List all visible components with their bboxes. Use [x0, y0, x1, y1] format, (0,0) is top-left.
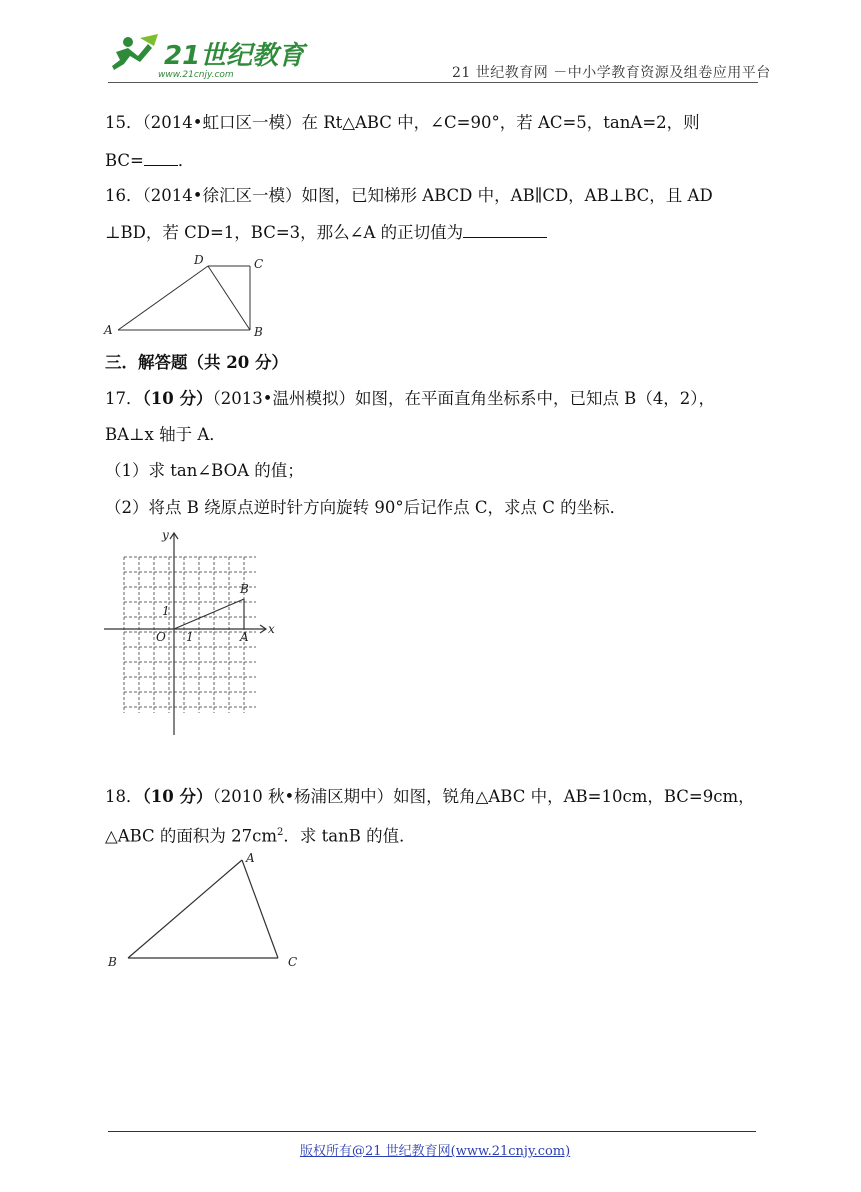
- q18-triangle-figure: [100, 848, 310, 973]
- q18-superscript: 2: [277, 827, 284, 838]
- q17-label-one-x: 1: [186, 630, 194, 644]
- q15-answer-blank: [144, 149, 178, 166]
- logo-url-text: www.21cnjy.com: [158, 70, 234, 80]
- q17-line1-rest: （2013•温州模拟）如图，在平面直角坐标系中，已知点 B（4，2），: [212, 389, 716, 408]
- q16-label-d: D: [194, 253, 204, 267]
- q17-label-x: x: [268, 622, 275, 636]
- q15-line2-prefix: BC=: [105, 151, 144, 170]
- footer-divider: [108, 1131, 756, 1132]
- q18-score: （10 分）: [142, 787, 213, 806]
- q16-label-b: B: [254, 325, 263, 339]
- q18-label-a: A: [246, 851, 255, 865]
- q18-number: 18．: [105, 787, 143, 806]
- q16-label-a: A: [104, 323, 113, 337]
- q17-label-a: A: [240, 630, 249, 644]
- q17-label-one-y: 1: [162, 604, 170, 618]
- q15-line2-suffix: ．: [177, 151, 195, 170]
- q17-label-y: y: [162, 528, 169, 542]
- q16-line1: 16．（2014•徐汇区一模）如图，已知梯形 ABCD 中，AB∥CD，AB⊥BC，且 AD: [105, 186, 713, 205]
- q16-answer-blank: [463, 221, 547, 238]
- q16-line2-text: ⊥BD，若 CD=1，BC=3，那么∠A 的正切值为: [105, 223, 464, 242]
- q15-line2: [105, 149, 194, 172]
- header-divider: [108, 82, 758, 83]
- q18-line1-rest: （2010 秋•杨浦区期中）如图，锐角△ABC 中，AB=10cm，BC=9cm，: [212, 787, 755, 806]
- logo-runner-icon: [106, 30, 305, 80]
- q18-label-c: C: [288, 955, 298, 969]
- q17-label-o: O: [156, 630, 166, 644]
- q17-part2: （2）将点 B 绕原点逆时针方向旋转 90°后记作点 C，求点 C 的坐标．: [105, 498, 627, 517]
- q18-segment-ba: [128, 860, 242, 958]
- q18-label-b: B: [108, 955, 117, 969]
- q17-line1: [105, 388, 715, 410]
- q16-label-c: C: [254, 257, 264, 271]
- q15-line1: 15．（2014•虹口区一模）在 Rt△ABC 中，∠C=90°，若 AC=5，tanA=2，则: [105, 113, 700, 132]
- site-logo: [106, 30, 305, 84]
- q18-line2-prefix: △ABC 的面积为 27cm: [105, 826, 278, 846]
- q17-label-b: B: [240, 582, 249, 596]
- section3-title: 三．解答题（共 20 分）: [105, 353, 288, 372]
- q18-line2-suffix: ．求 tanB 的值．: [283, 826, 416, 846]
- q18-segment-ac: [242, 860, 278, 958]
- q17-number: 17．: [105, 389, 143, 408]
- q18-line1: [105, 786, 755, 808]
- logo-text: 21世纪教育: [164, 41, 305, 71]
- q17-line2: BA⊥x 轴于 A．: [105, 425, 226, 444]
- q17-part1: （1）求 tan∠BOA 的值；: [105, 461, 304, 480]
- q18-line2: [105, 822, 416, 848]
- q16-trapezoid-figure: [100, 252, 280, 342]
- q17-coordinate-grid-figure: [100, 525, 280, 740]
- header-site-text: 21 世纪教育网 －中小学教育资源及组卷应用平台: [452, 65, 771, 81]
- q16-segment-ad: [118, 266, 208, 330]
- q17-score: （10 分）: [142, 389, 213, 408]
- q16-segment-db: [208, 266, 250, 330]
- q16-line2: [105, 221, 547, 244]
- footer-copyright-link[interactable]: 版权所有@21 世纪教育网(www.21cnjy.com): [300, 1144, 571, 1159]
